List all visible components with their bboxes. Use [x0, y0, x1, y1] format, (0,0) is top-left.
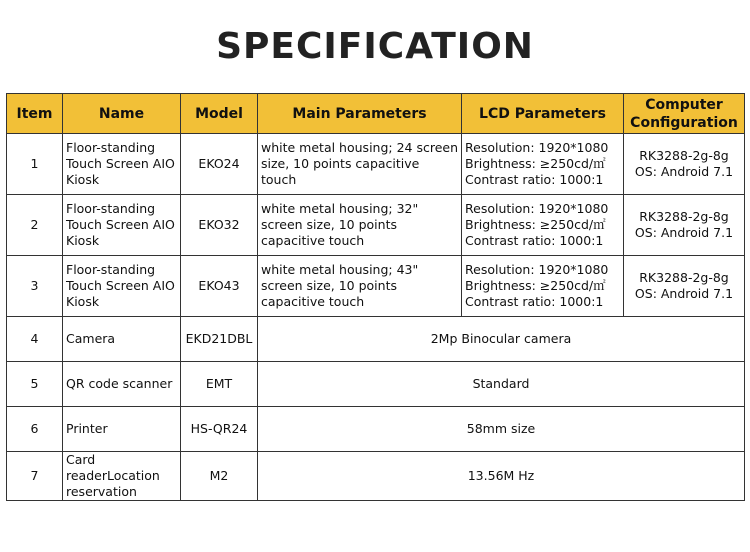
lcd-parameters	[462, 256, 624, 317]
item-number: 5	[7, 362, 63, 407]
computer-os: OS: Android 7.1	[634, 286, 734, 301]
item-number: 6	[7, 407, 63, 452]
table-row	[7, 134, 745, 195]
model: EMT	[181, 362, 258, 407]
model: EKO32	[181, 195, 258, 256]
header-row	[7, 94, 745, 134]
item-number: 4	[7, 317, 63, 362]
table-row	[7, 195, 745, 256]
lcd-resolution: Resolution: 1920*1080	[465, 201, 609, 216]
product-name: Floor-standing Touch Screen AIO Kiosk	[63, 134, 181, 195]
lcd-brightness: Brightness: ≥250cd/㎡	[465, 217, 606, 232]
lcd-brightness: Brightness: ≥250cd/㎡	[465, 278, 606, 293]
computer-configuration	[624, 256, 745, 317]
specification-table	[6, 93, 745, 501]
description: Standard	[258, 362, 745, 407]
product-name: QR code scanner	[63, 362, 181, 407]
item-number: 2	[7, 195, 63, 256]
table-row	[7, 317, 745, 362]
model: HS-QR24	[181, 407, 258, 452]
table-row	[7, 362, 745, 407]
page-title: SPECIFICATION	[216, 26, 534, 67]
header-model: Model	[181, 94, 258, 134]
product-name: Camera	[63, 317, 181, 362]
product-name: Floor-standing Touch Screen AIO Kiosk	[63, 256, 181, 317]
item-number: 7	[7, 452, 63, 501]
lcd-contrast: Contrast ratio: 1000:1	[465, 233, 604, 248]
main-parameters: white metal housing; 24 screen size, 10 points capacitive touch	[258, 134, 462, 195]
lcd-parameters	[462, 134, 624, 195]
lcd-contrast: Contrast ratio: 1000:1	[465, 294, 604, 309]
table-row	[7, 256, 745, 317]
lcd-brightness: Brightness: ≥250cd/㎡	[465, 156, 606, 171]
computer-chip: RK3288-2g-8g	[639, 148, 729, 163]
computer-os: OS: Android 7.1	[634, 225, 734, 240]
model: EKD21DBL	[181, 317, 258, 362]
computer-chip: RK3288-2g-8g	[639, 270, 729, 285]
item-number: 1	[7, 134, 63, 195]
table-row	[7, 407, 745, 452]
header-computer-configuration: Computer Configuration	[624, 94, 745, 134]
description: 58mm size	[258, 407, 745, 452]
main-parameters: white metal housing; 32" screen size, 10 points capacitive touch	[258, 195, 462, 256]
lcd-parameters	[462, 195, 624, 256]
header-item: Item	[7, 94, 63, 134]
header-lcd-parameters: LCD Parameters	[462, 94, 624, 134]
model: EKO43	[181, 256, 258, 317]
header-main-parameters: Main Parameters	[258, 94, 462, 134]
model: M2	[181, 452, 258, 501]
computer-configuration	[624, 195, 745, 256]
table-row	[7, 452, 745, 501]
item-number: 3	[7, 256, 63, 317]
model: EKO24	[181, 134, 258, 195]
product-name: Printer	[63, 407, 181, 452]
main-parameters: white metal housing; 43" screen size, 10 points capacitive touch	[258, 256, 462, 317]
product-name: Floor-standing Touch Screen AIO Kiosk	[63, 195, 181, 256]
header-name: Name	[63, 94, 181, 134]
computer-chip: RK3288-2g-8g	[639, 209, 729, 224]
lcd-resolution: Resolution: 1920*1080	[465, 262, 609, 277]
computer-configuration	[624, 134, 745, 195]
lcd-resolution: Resolution: 1920*1080	[465, 140, 609, 155]
computer-os: OS: Android 7.1	[634, 164, 734, 179]
description: 2Mp Binocular camera	[258, 317, 745, 362]
product-name: Card readerLocation reservation	[63, 452, 181, 501]
description: 13.56M Hz	[258, 452, 745, 501]
lcd-contrast: Contrast ratio: 1000:1	[465, 172, 604, 187]
